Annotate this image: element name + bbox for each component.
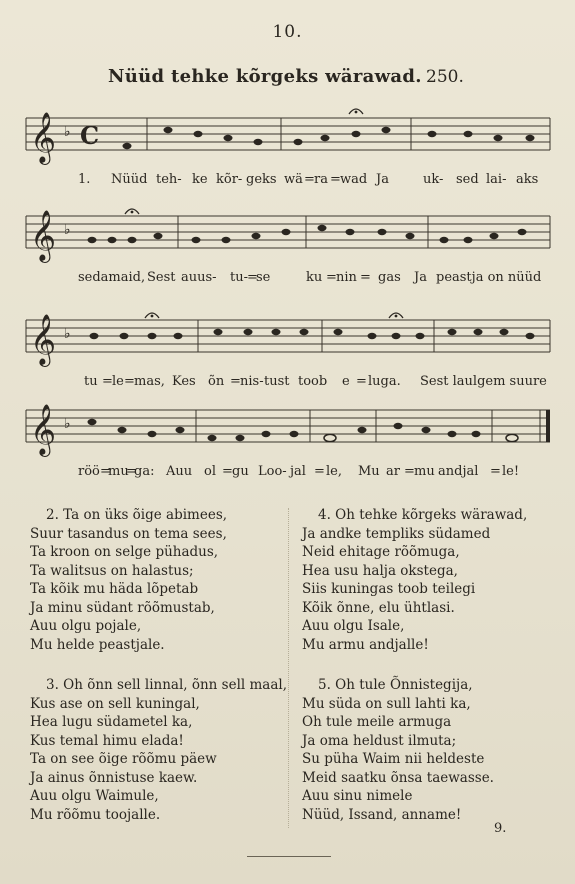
verse-line: Ja oma heldust ilmuta; <box>302 732 457 749</box>
verse-line: 2. Ta on üks õige abimees, <box>46 507 228 523</box>
lyric-syllable: Nüüd <box>111 172 148 187</box>
verse-line: Kõik õnne, elu ühtlasi. <box>302 599 455 616</box>
lyric-syllable: Ja <box>376 172 389 187</box>
lyric-syllable: = <box>356 374 367 389</box>
footer-rule <box>247 856 331 857</box>
verse-line: Ta walitsus on halastus; <box>30 562 194 579</box>
lyric-syllable: ke <box>192 172 208 187</box>
lyric-syllable: ar <box>386 464 400 479</box>
verse-line: 5. Oh tule Õnnistegija, <box>318 677 473 693</box>
verse-line: Kus temal himu elada! <box>30 732 184 749</box>
svg-text:𝄞: 𝄞 <box>30 314 57 365</box>
lyric-syllable: = <box>222 464 233 479</box>
lyric-syllable: = <box>124 374 135 389</box>
lyric-syllable: Ja <box>414 270 427 285</box>
lyric-syllable: andjal <box>438 464 479 479</box>
lyric-syllable: Sest laulgem suure <box>420 374 547 389</box>
verse-line: 3. Oh õnn sell linnal, õnn sell maal, <box>46 677 288 693</box>
lyric-syllable: sed <box>456 172 479 187</box>
svg-text:𝄞: 𝄞 <box>30 112 57 163</box>
music-staff-3 <box>0 306 575 376</box>
verse-line: Ta kõik mu häda lõpetab <box>30 581 199 597</box>
lyric-syllable: peastja on nüüd <box>436 270 542 285</box>
lyric-syllable: luga. <box>368 374 401 389</box>
lyric-syllable: = <box>230 374 241 389</box>
lyric-syllable: mu <box>414 464 435 479</box>
verse-line: Auu sinu nimele <box>302 788 413 804</box>
music-staff-2 <box>0 202 575 272</box>
lyric-syllable: sedamaid, <box>78 270 146 285</box>
lyric-syllable: = <box>247 270 258 285</box>
lyric-syllable: Mu <box>358 464 380 479</box>
lyric-syllable: ku <box>306 270 323 285</box>
lyric-syllable: gas <box>378 270 401 285</box>
lyric-syllable: Sest <box>147 270 176 285</box>
verse-line: Mu helde peastjale. <box>30 636 165 653</box>
svg-text:♭: ♭ <box>64 124 71 140</box>
verse-line: Oh tule meile armuga <box>302 714 452 730</box>
lyric-syllable: = <box>490 464 501 479</box>
svg-text:♭: ♭ <box>64 416 71 432</box>
lyric-syllable: aks <box>516 172 539 187</box>
lyric-syllable: geks <box>246 172 277 187</box>
lyric-syllable: le! <box>502 464 520 479</box>
lyric-syllable: = <box>326 270 337 285</box>
svg-text:♭: ♭ <box>64 222 71 238</box>
lyric-syllable: = <box>304 172 315 187</box>
column-divider <box>288 508 289 828</box>
lyric-syllable: 1. <box>78 172 91 187</box>
lyric-syllable: röö <box>78 464 100 479</box>
verse-line: Auu olgu Waimule, <box>30 788 159 804</box>
verse-line: Auu olgu pojale, <box>30 618 142 634</box>
verse-line: Ja minu südant rõõmustab, <box>30 599 215 616</box>
lyric-syllable: lai- <box>486 172 507 187</box>
lyric-syllable: = <box>102 374 113 389</box>
verse-line: 4. Oh tehke kõrgeks wärawad, <box>318 507 528 523</box>
lyric-syllable: Kes <box>172 374 196 389</box>
lyric-syllable: le <box>112 374 124 389</box>
hymn-number: 250. <box>426 67 464 87</box>
svg-text:𝄞: 𝄞 <box>30 210 57 261</box>
verse-line: Ta kroon on selge pühadus, <box>30 544 219 560</box>
lyric-syllable: jal <box>290 464 306 479</box>
verse-line: Su püha Waim nii heldeste <box>302 751 485 767</box>
music-staff-1 <box>0 104 575 174</box>
verse-2 <box>30 506 227 654</box>
verse-line: Mu süda on sull lahti ka, <box>302 695 471 712</box>
svg-text:𝄞: 𝄞 <box>30 404 57 455</box>
lyric-syllable: kõr- <box>216 172 243 187</box>
lyric-syllable: uk- <box>423 172 444 187</box>
lyric-syllable: ol <box>204 464 216 479</box>
lyric-syllable: auus- <box>181 270 217 285</box>
lyric-syllable: = <box>360 270 371 285</box>
lyric-syllable: e <box>342 374 350 389</box>
lyric-syllable: ra <box>314 172 328 187</box>
lyric-syllable: Auu <box>166 464 193 479</box>
lyric-syllable: Loo- <box>258 464 287 479</box>
svg-text:C: C <box>80 121 100 150</box>
lyric-syllable: tu- <box>230 270 248 285</box>
lyric-syllable: = <box>100 464 111 479</box>
verse-line: Meid saatku õnsa taewasse. <box>302 769 494 786</box>
lyric-syllable: mas, <box>134 374 165 389</box>
svg-text:♭: ♭ <box>64 326 71 342</box>
lyric-syllable: se <box>256 270 271 285</box>
lyric-syllable: = <box>126 464 137 479</box>
verse-line: Nüüd, Issand, anname! <box>302 806 462 823</box>
lyric-syllable: toob <box>298 374 328 389</box>
verse-line: Ta on see õige rõõmu päew <box>30 751 217 767</box>
lyric-syllable: wad <box>340 172 368 187</box>
lyric-syllable: nin <box>336 270 357 285</box>
lyric-syllable: le, <box>326 464 342 479</box>
lyric-syllable: teh- <box>156 172 182 187</box>
page-number: 10. <box>272 22 303 42</box>
lyric-syllable: õn <box>208 374 225 389</box>
verse-line: Auu olgu Isale, <box>302 618 405 634</box>
verse-line: Kus ase on sell kuningal, <box>30 695 200 712</box>
verse-line: Hea usu halja okstega, <box>302 562 458 579</box>
lyric-syllable: tust <box>264 374 290 389</box>
lyric-syllable: ga: <box>134 464 155 479</box>
lyric-syllable: nis- <box>240 374 264 389</box>
lyric-syllable: tu <box>84 374 98 389</box>
verse-4 <box>302 506 527 654</box>
signature-number: 9. <box>494 821 507 836</box>
verse-line: Siis kuningas toob teilegi <box>302 581 476 597</box>
music-staff-4 <box>0 396 575 466</box>
lyric-syllable: gu <box>232 464 249 479</box>
lyric-syllable: = <box>330 172 341 187</box>
verse-line: Mu rõõmu toojalle. <box>30 806 161 823</box>
verse-line: Mu armu andjalle! <box>302 636 429 653</box>
lyric-syllable: = <box>404 464 415 479</box>
hymn-title: Nüüd tehke kõrgeks wärawad. <box>108 66 422 87</box>
verse-line: Ja andke templiks südamed <box>302 525 491 542</box>
verse-line: Hea lugu südametel ka, <box>30 714 193 730</box>
lyric-syllable: = <box>314 464 325 479</box>
verse-line: Neid ehitage rõõmuga, <box>302 544 460 560</box>
lyric-syllable: mu <box>108 464 129 479</box>
verse-5 <box>302 676 494 824</box>
lyric-syllable: wä <box>284 172 303 187</box>
verse-line: Ja ainus õnnistuse kaew. <box>30 769 198 786</box>
verse-line: Suur tasandus on tema sees, <box>30 525 227 542</box>
verse-3 <box>30 676 287 824</box>
